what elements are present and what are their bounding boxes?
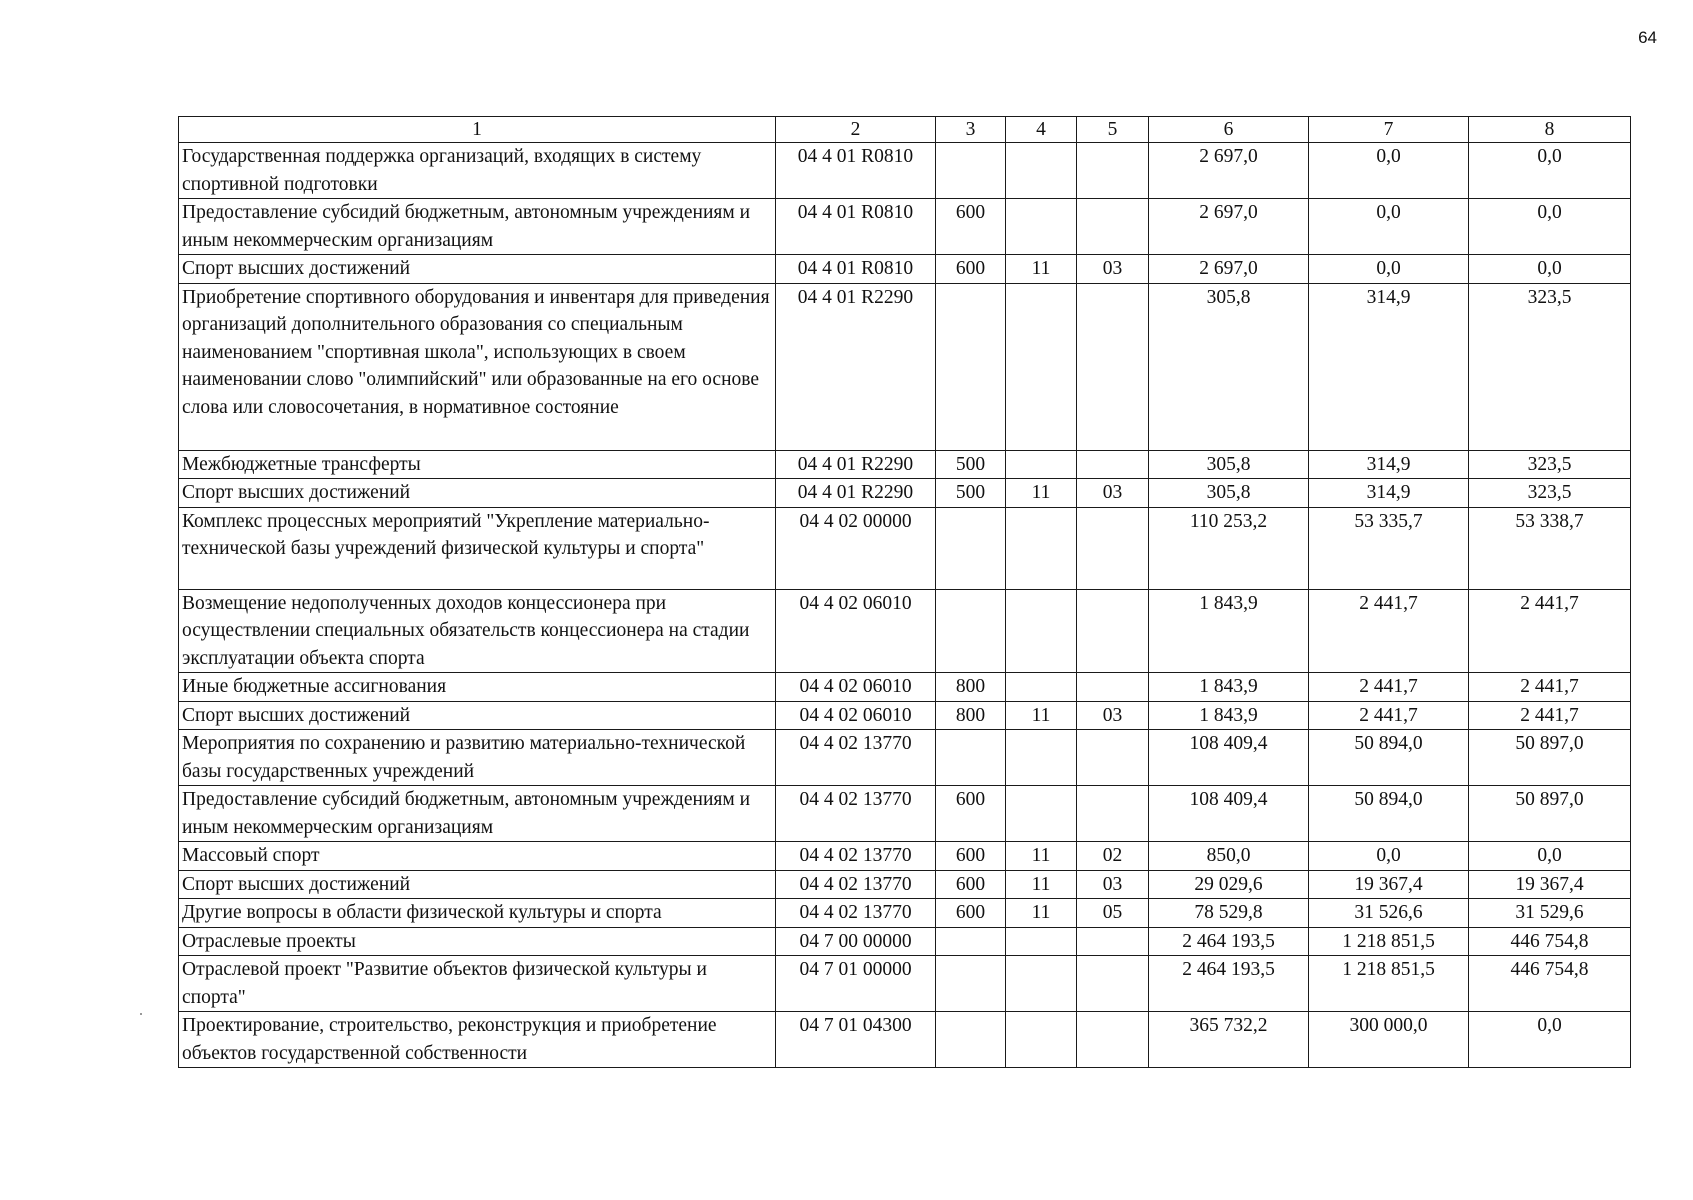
- page-number: 64: [1638, 28, 1657, 47]
- section-cell: [1006, 199, 1077, 255]
- amount-col7-cell: 50 894,0: [1309, 730, 1469, 786]
- target-code-cell: 04 4 02 00000: [776, 507, 936, 589]
- column-header: 5: [1077, 117, 1149, 143]
- column-header: 4: [1006, 117, 1077, 143]
- target-code-cell: 04 4 02 06010: [776, 701, 936, 730]
- section-cell: [1006, 956, 1077, 1012]
- amount-col8-cell: 323,5: [1469, 479, 1631, 508]
- amount-col8-cell: 446 754,8: [1469, 927, 1631, 956]
- section-cell: [1006, 1012, 1077, 1068]
- subsection-cell: [1077, 450, 1149, 479]
- target-code-cell: 04 7 01 04300: [776, 1012, 936, 1068]
- amount-col7-cell: 2 441,7: [1309, 589, 1469, 673]
- amount-col6-cell: 2 464 193,5: [1149, 956, 1309, 1012]
- amount-col8-cell: 323,5: [1469, 283, 1631, 450]
- column-header: 1: [179, 117, 776, 143]
- amount-col7-cell: 300 000,0: [1309, 1012, 1469, 1068]
- section-cell: 11: [1006, 479, 1077, 508]
- item-name-cell: Возмещение недополученных доходов концессионера при осуществлении специальных обязательств концессионера на стадии эксплуатации объекта спорта: [179, 589, 776, 673]
- item-name-cell: Государственная поддержка организаций, входящих в систему спортивной подготовки: [179, 143, 776, 199]
- subsection-cell: 03: [1077, 479, 1149, 508]
- header-row: [179, 117, 1631, 143]
- target-code-cell: 04 4 01 R2290: [776, 479, 936, 508]
- amount-col6-cell: 29 029,6: [1149, 870, 1309, 899]
- expense-type-cell: 600: [936, 786, 1006, 842]
- subsection-cell: [1077, 507, 1149, 589]
- target-code-cell: 04 7 00 00000: [776, 927, 936, 956]
- target-code-cell: 04 7 01 00000: [776, 956, 936, 1012]
- subsection-cell: 02: [1077, 842, 1149, 871]
- subsection-cell: 03: [1077, 701, 1149, 730]
- target-code-cell: 04 4 01 R2290: [776, 283, 936, 450]
- amount-col7-cell: 0,0: [1309, 143, 1469, 199]
- amount-col8-cell: 446 754,8: [1469, 956, 1631, 1012]
- section-cell: [1006, 143, 1077, 199]
- amount-col8-cell: 0,0: [1469, 143, 1631, 199]
- subsection-cell: [1077, 956, 1149, 1012]
- table-row: [179, 479, 1631, 508]
- subsection-cell: [1077, 786, 1149, 842]
- amount-col8-cell: 2 441,7: [1469, 673, 1631, 702]
- target-code-cell: 04 4 01 R0810: [776, 199, 936, 255]
- item-name-cell: Иные бюджетные ассигнования: [179, 673, 776, 702]
- expense-type-cell: 600: [936, 199, 1006, 255]
- table-row: [179, 1012, 1631, 1068]
- expense-type-cell: [936, 283, 1006, 450]
- table-row: [179, 899, 1631, 928]
- column-header: 8: [1469, 117, 1631, 143]
- target-code-cell: 04 4 02 13770: [776, 899, 936, 928]
- expense-type-cell: [936, 589, 1006, 673]
- target-code-cell: 04 4 01 R0810: [776, 255, 936, 284]
- amount-col7-cell: 31 526,6: [1309, 899, 1469, 928]
- expense-type-cell: [936, 1012, 1006, 1068]
- amount-col6-cell: 2 697,0: [1149, 199, 1309, 255]
- expense-type-cell: 800: [936, 701, 1006, 730]
- table-row: [179, 673, 1631, 702]
- target-code-cell: 04 4 02 13770: [776, 842, 936, 871]
- table-row: [179, 507, 1631, 589]
- amount-col6-cell: 110 253,2: [1149, 507, 1309, 589]
- item-name-cell: Спорт высших достижений: [179, 870, 776, 899]
- section-cell: 11: [1006, 701, 1077, 730]
- subsection-cell: [1077, 589, 1149, 673]
- section-cell: [1006, 786, 1077, 842]
- item-name-cell: Спорт высших достижений: [179, 255, 776, 284]
- section-cell: [1006, 283, 1077, 450]
- amount-col8-cell: 0,0: [1469, 199, 1631, 255]
- target-code-cell: 04 4 02 13770: [776, 730, 936, 786]
- subsection-cell: [1077, 283, 1149, 450]
- amount-col6-cell: 305,8: [1149, 450, 1309, 479]
- section-cell: 11: [1006, 255, 1077, 284]
- table-row: [179, 786, 1631, 842]
- item-name-cell: Отраслевые проекты: [179, 927, 776, 956]
- target-code-cell: 04 4 02 06010: [776, 673, 936, 702]
- subsection-cell: 05: [1077, 899, 1149, 928]
- amount-col8-cell: 0,0: [1469, 1012, 1631, 1068]
- amount-col6-cell: 108 409,4: [1149, 786, 1309, 842]
- amount-col8-cell: 50 897,0: [1469, 730, 1631, 786]
- amount-col6-cell: 850,0: [1149, 842, 1309, 871]
- table-row: [179, 143, 1631, 199]
- amount-col8-cell: 19 367,4: [1469, 870, 1631, 899]
- column-header: 3: [936, 117, 1006, 143]
- expense-type-cell: [936, 956, 1006, 1012]
- table-row: [179, 450, 1631, 479]
- amount-col6-cell: 2 464 193,5: [1149, 927, 1309, 956]
- amount-col8-cell: 31 529,6: [1469, 899, 1631, 928]
- expense-type-cell: [936, 507, 1006, 589]
- amount-col7-cell: 0,0: [1309, 255, 1469, 284]
- expense-type-cell: 500: [936, 450, 1006, 479]
- section-cell: [1006, 450, 1077, 479]
- item-name-cell: Межбюджетные трансферты: [179, 450, 776, 479]
- target-code-cell: 04 4 01 R0810: [776, 143, 936, 199]
- amount-col6-cell: 305,8: [1149, 479, 1309, 508]
- amount-col7-cell: 314,9: [1309, 283, 1469, 450]
- target-code-cell: 04 4 01 R2290: [776, 450, 936, 479]
- item-name-cell: Комплекс процессных мероприятий "Укрепление материально-технической базы учреждений физической культуры и спорта": [179, 507, 776, 589]
- amount-col7-cell: 314,9: [1309, 450, 1469, 479]
- amount-col6-cell: 2 697,0: [1149, 143, 1309, 199]
- amount-col7-cell: 2 441,7: [1309, 701, 1469, 730]
- amount-col6-cell: 305,8: [1149, 283, 1309, 450]
- expense-type-cell: [936, 143, 1006, 199]
- subsection-cell: [1077, 143, 1149, 199]
- amount-col6-cell: 108 409,4: [1149, 730, 1309, 786]
- amount-col6-cell: 365 732,2: [1149, 1012, 1309, 1068]
- amount-col7-cell: 53 335,7: [1309, 507, 1469, 589]
- table-row: [179, 870, 1631, 899]
- amount-col7-cell: 0,0: [1309, 199, 1469, 255]
- amount-col7-cell: 50 894,0: [1309, 786, 1469, 842]
- section-cell: 11: [1006, 842, 1077, 871]
- amount-col8-cell: 2 441,7: [1469, 701, 1631, 730]
- item-name-cell: Предоставление субсидий бюджетным, автономным учреждениям и иным некоммерческим организациям: [179, 199, 776, 255]
- amount-col8-cell: 50 897,0: [1469, 786, 1631, 842]
- table-row: [179, 842, 1631, 871]
- item-name-cell: Предоставление субсидий бюджетным, автономным учреждениям и иным некоммерческим организациям: [179, 786, 776, 842]
- amount-col7-cell: 1 218 851,5: [1309, 927, 1469, 956]
- amount-col7-cell: 2 441,7: [1309, 673, 1469, 702]
- subsection-cell: [1077, 1012, 1149, 1068]
- amount-col8-cell: 0,0: [1469, 255, 1631, 284]
- subsection-cell: 03: [1077, 255, 1149, 284]
- section-cell: 11: [1006, 899, 1077, 928]
- expense-type-cell: 600: [936, 870, 1006, 899]
- item-name-cell: Отраслевой проект "Развитие объектов физической культуры и спорта": [179, 956, 776, 1012]
- item-name-cell: Приобретение спортивного оборудования и инвентаря для приведения организаций дополнительного образования со специальным наименованием "спортивная школа", использующих в своем наименовании слово "олимпийский" или образованные на его основе слова или словосочетания, в нормативное состояние: [179, 283, 776, 450]
- column-header: 7: [1309, 117, 1469, 143]
- amount-col6-cell: 1 843,9: [1149, 673, 1309, 702]
- amount-col7-cell: 19 367,4: [1309, 870, 1469, 899]
- subsection-cell: 03: [1077, 870, 1149, 899]
- column-header: 2: [776, 117, 936, 143]
- target-code-cell: 04 4 02 13770: [776, 786, 936, 842]
- subsection-cell: [1077, 673, 1149, 702]
- amount-col6-cell: 78 529,8: [1149, 899, 1309, 928]
- item-name-cell: Мероприятия по сохранению и развитию материально-технической базы государственных учреждений: [179, 730, 776, 786]
- amount-col6-cell: 1 843,9: [1149, 701, 1309, 730]
- expense-type-cell: 600: [936, 255, 1006, 284]
- section-cell: [1006, 507, 1077, 589]
- section-cell: [1006, 927, 1077, 956]
- amount-col7-cell: 314,9: [1309, 479, 1469, 508]
- expense-type-cell: 800: [936, 673, 1006, 702]
- amount-col6-cell: 1 843,9: [1149, 589, 1309, 673]
- table-row: [179, 701, 1631, 730]
- table-row: [179, 730, 1631, 786]
- expense-type-cell: 500: [936, 479, 1006, 508]
- table-row: [179, 589, 1631, 673]
- expense-type-cell: [936, 927, 1006, 956]
- table-row: [179, 255, 1631, 284]
- amount-col7-cell: 1 218 851,5: [1309, 956, 1469, 1012]
- subsection-cell: [1077, 927, 1149, 956]
- expense-type-cell: [936, 730, 1006, 786]
- scan-speck: [140, 1013, 142, 1015]
- expense-type-cell: 600: [936, 899, 1006, 928]
- expense-type-cell: 600: [936, 842, 1006, 871]
- amount-col7-cell: 0,0: [1309, 842, 1469, 871]
- section-cell: 11: [1006, 870, 1077, 899]
- table-row: [179, 927, 1631, 956]
- item-name-cell: Спорт высших достижений: [179, 701, 776, 730]
- item-name-cell: Массовый спорт: [179, 842, 776, 871]
- subsection-cell: [1077, 199, 1149, 255]
- budget-table: [178, 116, 1631, 1068]
- item-name-cell: Другие вопросы в области физической культуры и спорта: [179, 899, 776, 928]
- amount-col8-cell: 323,5: [1469, 450, 1631, 479]
- table-row: [179, 956, 1631, 1012]
- section-cell: [1006, 589, 1077, 673]
- column-header: 6: [1149, 117, 1309, 143]
- section-cell: [1006, 673, 1077, 702]
- target-code-cell: 04 4 02 06010: [776, 589, 936, 673]
- amount-col8-cell: 2 441,7: [1469, 589, 1631, 673]
- item-name-cell: Проектирование, строительство, реконструкция и приобретение объектов государственной собственности: [179, 1012, 776, 1068]
- subsection-cell: [1077, 730, 1149, 786]
- table-row: [179, 283, 1631, 450]
- item-name-cell: Спорт высших достижений: [179, 479, 776, 508]
- target-code-cell: 04 4 02 13770: [776, 870, 936, 899]
- table-row: [179, 199, 1631, 255]
- section-cell: [1006, 730, 1077, 786]
- amount-col8-cell: 53 338,7: [1469, 507, 1631, 589]
- amount-col6-cell: 2 697,0: [1149, 255, 1309, 284]
- amount-col8-cell: 0,0: [1469, 842, 1631, 871]
